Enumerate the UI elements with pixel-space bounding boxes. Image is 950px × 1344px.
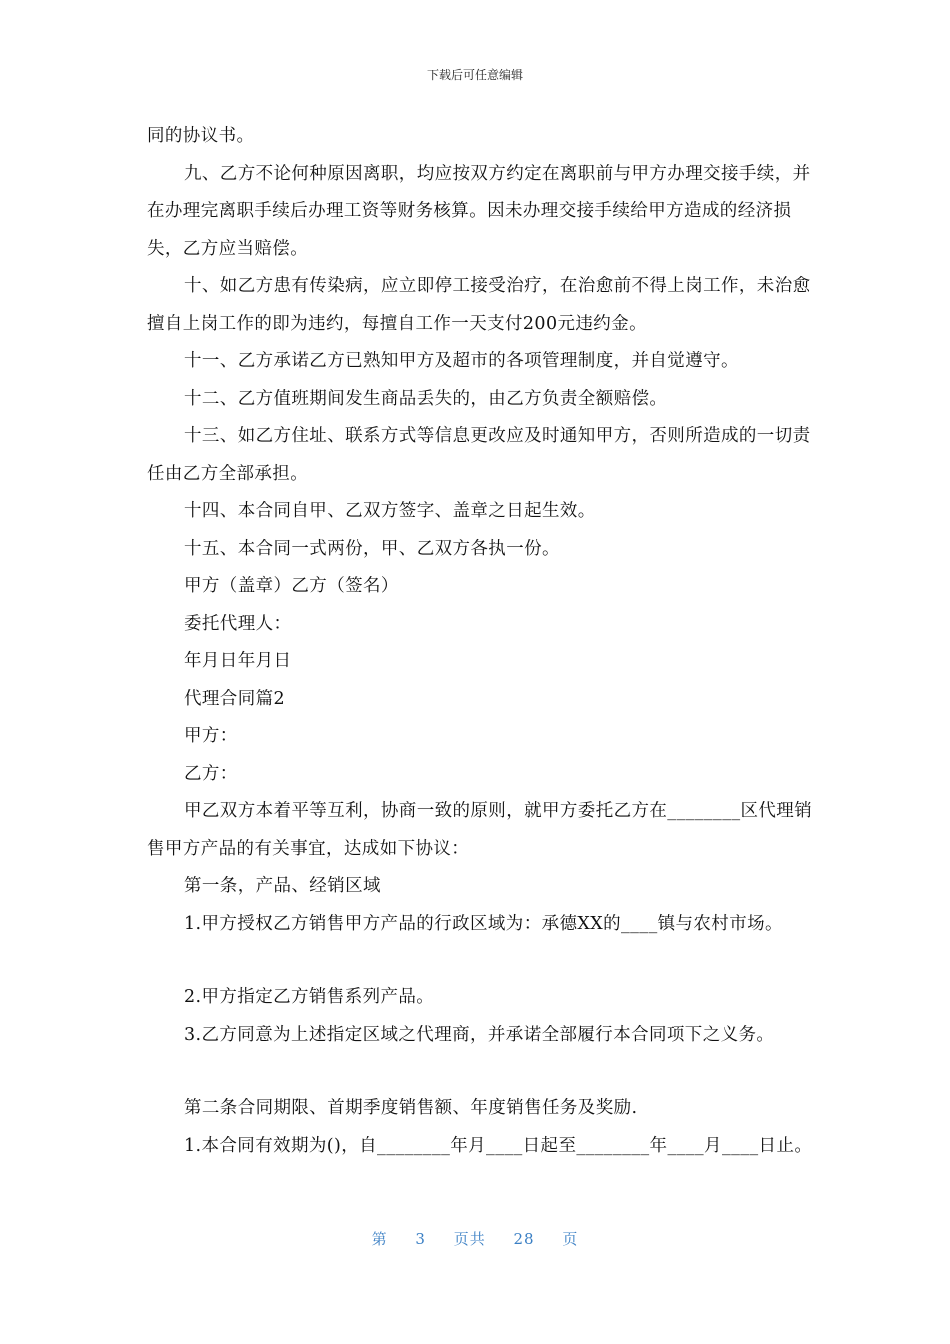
paragraph-clause-10: 十、如乙方患有传染病，应立即停工接受治疗，在治愈前不得上岗工作，未治愈擅自上岗工作的即为违约，每擅自工作一天支付200元违约金。 (147, 276, 811, 334)
article-1-item-1: 1.甲方授权乙方销售甲方产品的行政区域为：承德XX的____镇与农村市场。 (184, 913, 783, 934)
article-2-item-1: 1.本合同有效期为()，自________年月____日起至________年____月____日止。 (184, 1135, 813, 1156)
footer-total-pages: 28 (513, 1230, 535, 1248)
article-1-item-3: 3.乙方同意为上述指定区域之代理商，并承诺全部履行本合同项下之义务。 (184, 1024, 775, 1045)
signature-line: 甲方（盖章）乙方（签名） (184, 576, 399, 596)
paragraph-continuation: 同的协议书。 (147, 126, 255, 146)
article-1-title: 第一条，产品、经销区域 (184, 876, 381, 896)
paragraph-clause-15: 十五、本合同一式两份，甲、乙双方各执一份。 (184, 538, 560, 559)
paragraph-clause-12: 十二、乙方值班期间发生商品丢失的，由乙方负责全额赔偿。 (184, 388, 668, 409)
page-footer (0, 1228, 950, 1249)
agent-line: 委托代理人： (184, 613, 292, 634)
footer-label-end: 页 (562, 1230, 579, 1248)
section-title: 代理合同篇2 (184, 688, 286, 709)
header-note: 下载后可任意编辑 (426, 68, 523, 82)
footer-label-page: 第 (371, 1230, 388, 1248)
paragraph-clause-14: 十四、本合同自甲、乙双方签字、盖章之日起生效。 (184, 501, 596, 521)
article-1-item-2: 2.甲方指定乙方销售系列产品。 (184, 987, 435, 1007)
party-a-line: 甲方： (184, 726, 238, 746)
footer-label-of: 页共 (453, 1230, 486, 1248)
date-line: 年月日年月日 (184, 651, 292, 671)
document-body (147, 118, 819, 1165)
article-2-title: 第二条合同期限、首期季度销售额、年度销售任务及奖励. (184, 1098, 638, 1118)
paragraph-clause-13: 十三、如乙方住址、联系方式等信息更改应及时通知甲方，否则所造成的一切责任由乙方全部承担。 (147, 426, 811, 484)
party-b-line: 乙方： (184, 763, 238, 784)
paragraph-clause-9: 九、乙方不论何种原因离职，均应按双方约定在离职前与甲方办理交接手续，并在办理完离职手续后办理工资等财务核算。因未办理交接手续给甲方造成的经济损失，乙方应当赔偿。 (147, 163, 811, 259)
footer-current-page: 3 (415, 1230, 426, 1248)
paragraph-clause-11: 十一、乙方承诺乙方已熟知甲方及超市的各项管理制度，并自觉遵守。 (184, 351, 739, 371)
paragraph-preamble: 甲乙双方本着平等互利，协商一致的原则，就甲方委托乙方在________区代理销售甲方产品的有关事宜，达成如下协议： (147, 801, 813, 859)
